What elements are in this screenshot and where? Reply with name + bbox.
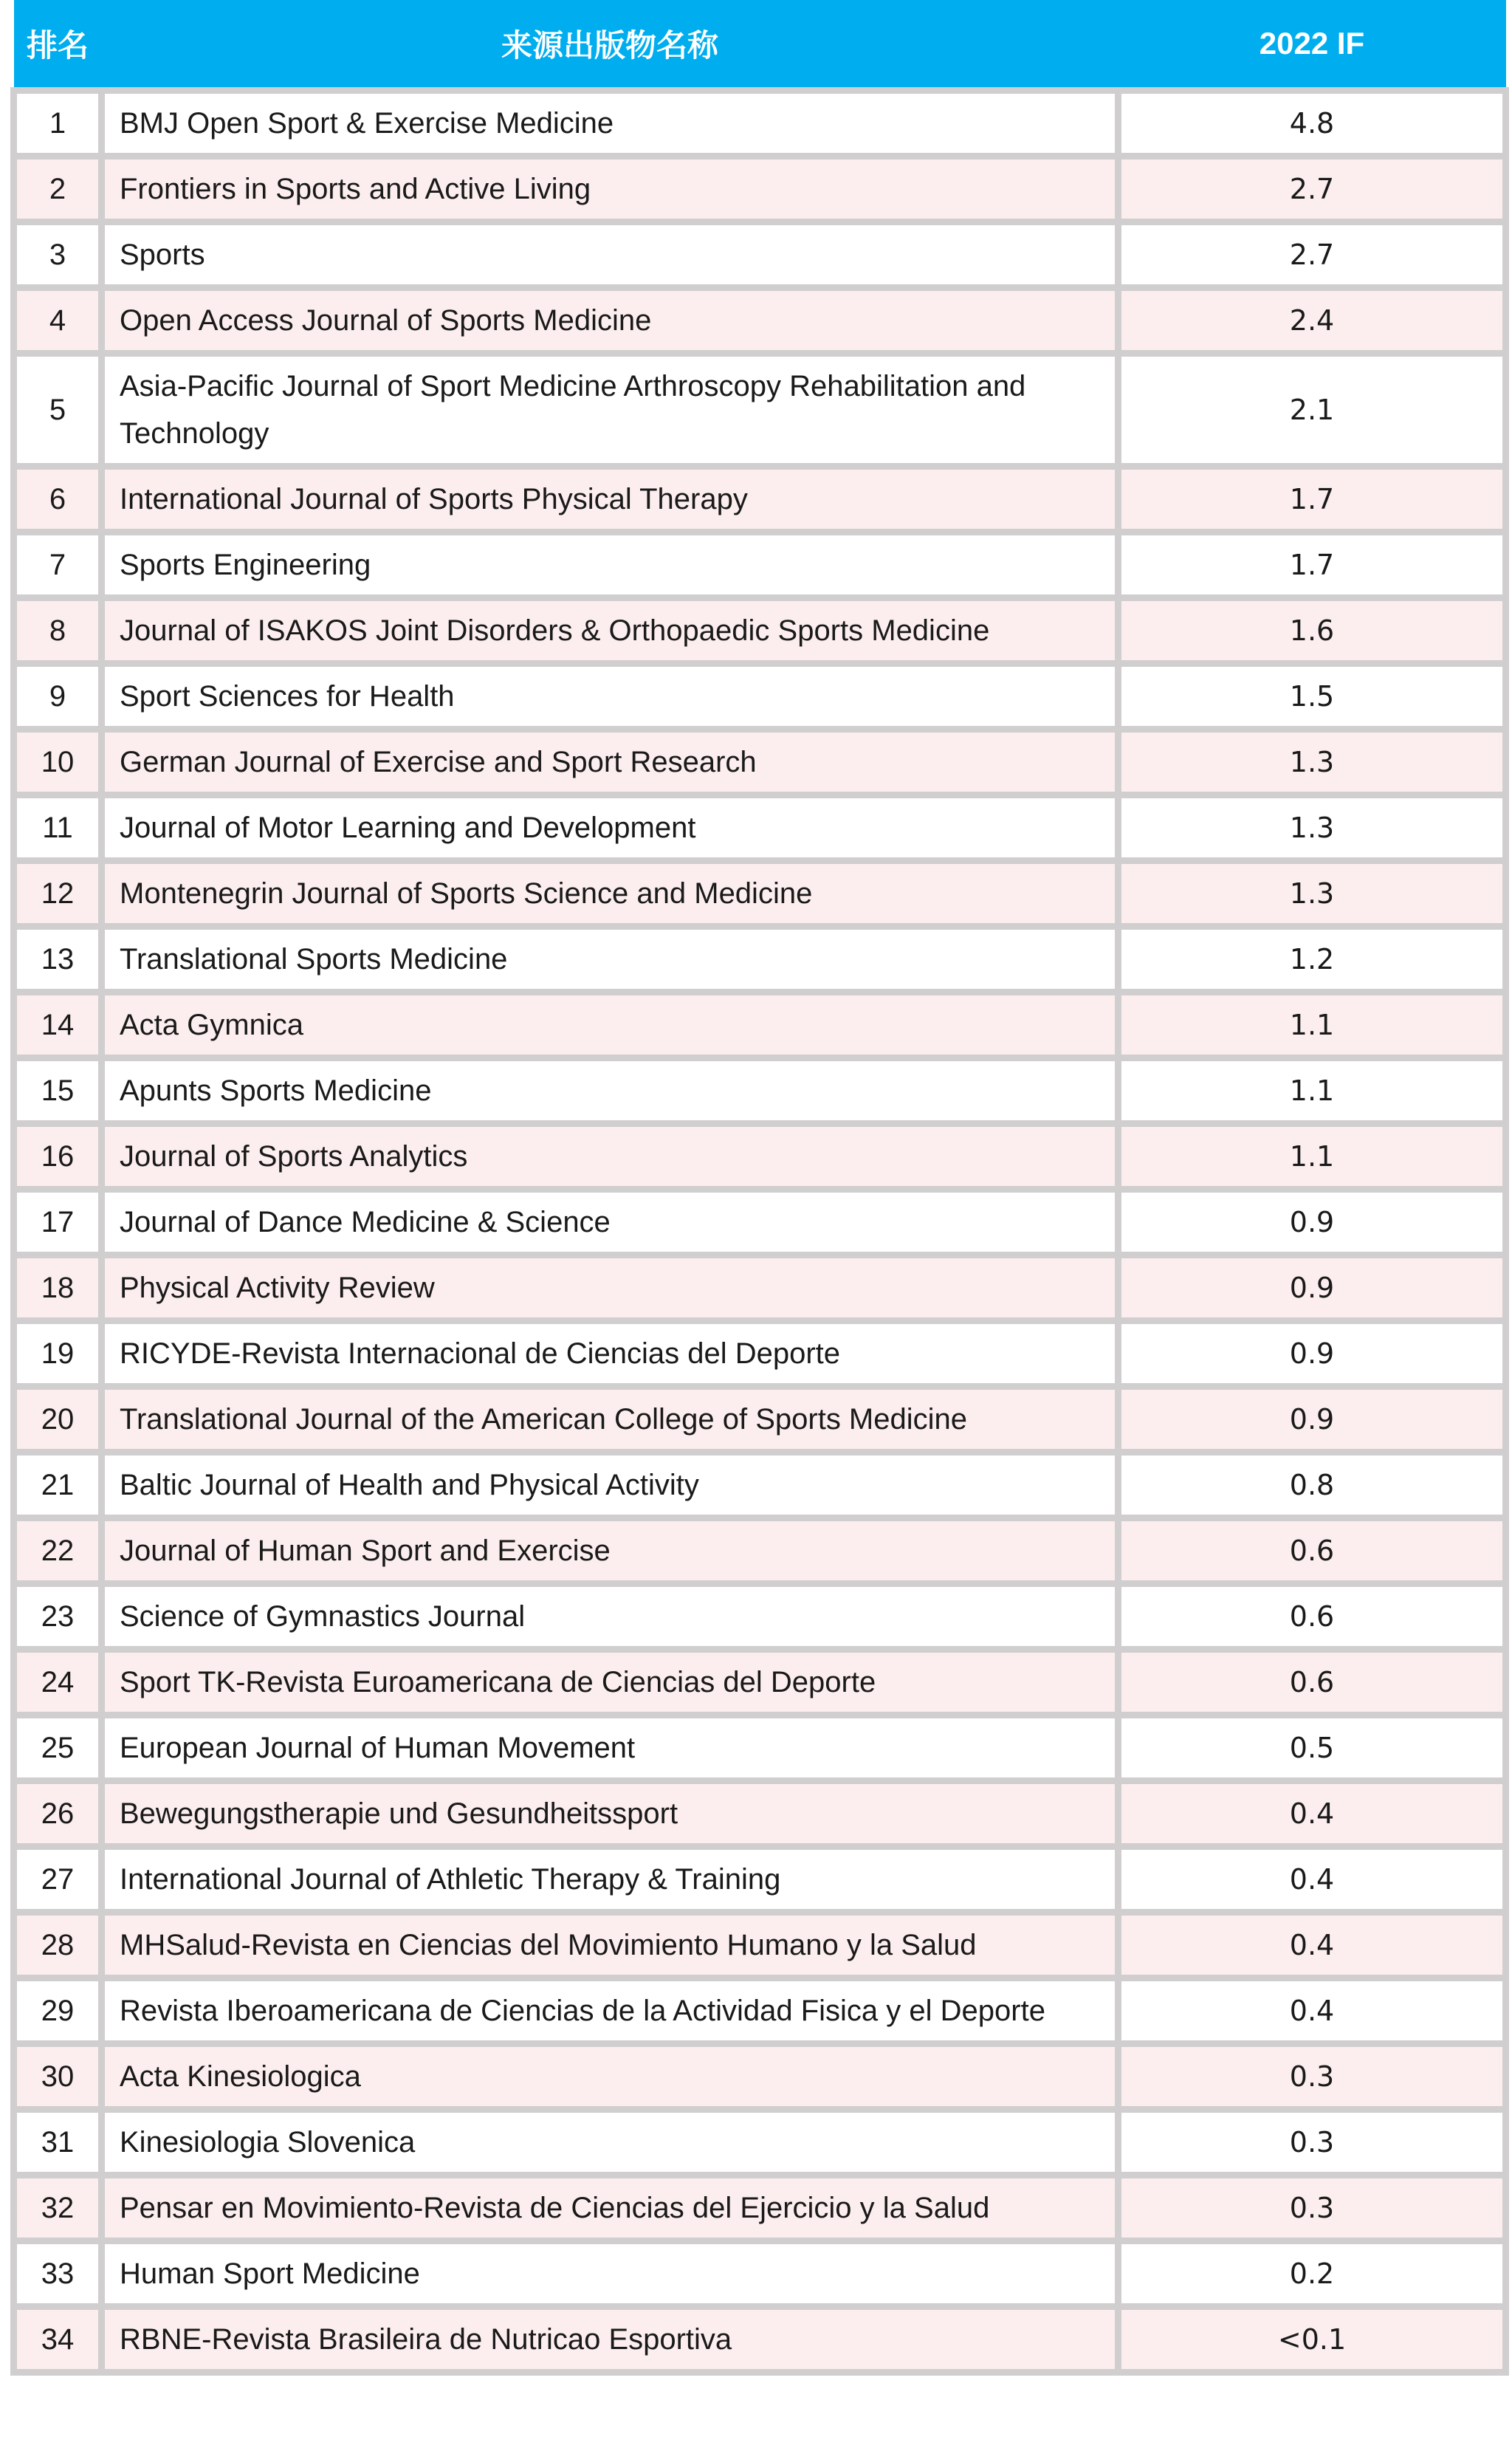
header-impact-factor: 2022 IF xyxy=(1118,0,1506,91)
journal-name-cell: RICYDE-Revista Internacional de Ciencias del Deporte xyxy=(102,1321,1118,1387)
rank-cell: 27 xyxy=(14,1847,102,1913)
impact-factor-cell: 0.9 xyxy=(1118,1190,1506,1255)
journal-if-table xyxy=(10,0,1509,2376)
table-body xyxy=(14,91,1506,2373)
table-row xyxy=(14,1847,1506,1913)
journal-name-cell: Sports xyxy=(102,222,1118,288)
table-row xyxy=(14,992,1506,1058)
journal-name-cell: International Journal of Athletic Therapy & Training xyxy=(102,1847,1118,1913)
table-row xyxy=(14,2044,1506,2110)
table-row xyxy=(14,91,1506,157)
journal-name-cell: German Journal of Exercise and Sport Research xyxy=(102,730,1118,795)
rank-cell: 22 xyxy=(14,1518,102,1584)
table-row xyxy=(14,2110,1506,2176)
table-row xyxy=(14,1190,1506,1255)
journal-name-cell: MHSalud-Revista en Ciencias del Movimiento Humano y la Salud xyxy=(102,1913,1118,1978)
impact-factor-cell: 1.5 xyxy=(1118,664,1506,730)
journal-name-cell: Translational Sports Medicine xyxy=(102,927,1118,992)
journal-name-cell: Baltic Journal of Health and Physical Activity xyxy=(102,1453,1118,1518)
table-row xyxy=(14,354,1506,467)
rank-cell: 10 xyxy=(14,730,102,795)
journal-name-cell: European Journal of Human Movement xyxy=(102,1715,1118,1781)
journal-name-cell: Sport TK-Revista Euroamericana de Ciencias del Deporte xyxy=(102,1650,1118,1715)
rank-cell: 3 xyxy=(14,222,102,288)
impact-factor-cell: 1.1 xyxy=(1118,992,1506,1058)
impact-factor-cell: 1.3 xyxy=(1118,861,1506,927)
table-row xyxy=(14,467,1506,532)
table-row xyxy=(14,1518,1506,1584)
journal-name-cell: Journal of Motor Learning and Development xyxy=(102,795,1118,861)
rank-cell: 28 xyxy=(14,1913,102,1978)
table-row xyxy=(14,730,1506,795)
impact-factor-cell: 1.6 xyxy=(1118,598,1506,664)
impact-factor-cell: 0.4 xyxy=(1118,1978,1506,2044)
rank-cell: 32 xyxy=(14,2176,102,2241)
impact-factor-cell: 0.8 xyxy=(1118,1453,1506,1518)
impact-factor-cell: 1.1 xyxy=(1118,1124,1506,1190)
table-row xyxy=(14,2176,1506,2241)
rank-cell: 18 xyxy=(14,1255,102,1321)
journal-name-cell: Journal of Sports Analytics xyxy=(102,1124,1118,1190)
rank-cell: 14 xyxy=(14,992,102,1058)
impact-factor-cell: 0.6 xyxy=(1118,1584,1506,1650)
journal-name-cell: Physical Activity Review xyxy=(102,1255,1118,1321)
rank-cell: 23 xyxy=(14,1584,102,1650)
rank-cell: 20 xyxy=(14,1387,102,1453)
journal-name-cell: Revista Iberoamericana de Ciencias de la Actividad Fisica y el Deporte xyxy=(102,1978,1118,2044)
journal-name-cell: Acta Kinesiologica xyxy=(102,2044,1118,2110)
journal-name-cell: Asia-Pacific Journal of Sport Medicine Arthroscopy Rehabilitation and Technology xyxy=(102,354,1118,467)
impact-factor-cell: 0.4 xyxy=(1118,1781,1506,1847)
table-row xyxy=(14,795,1506,861)
table-row xyxy=(14,1781,1506,1847)
impact-factor-cell: 1.2 xyxy=(1118,927,1506,992)
rank-cell: 13 xyxy=(14,927,102,992)
rank-cell: 7 xyxy=(14,532,102,598)
rank-cell: 26 xyxy=(14,1781,102,1847)
journal-name-cell: Journal of ISAKOS Joint Disorders & Orthopaedic Sports Medicine xyxy=(102,598,1118,664)
table-row xyxy=(14,861,1506,927)
impact-factor-cell: 0.9 xyxy=(1118,1387,1506,1453)
table-row xyxy=(14,598,1506,664)
rank-cell: 4 xyxy=(14,288,102,354)
journal-name-cell: Frontiers in Sports and Active Living xyxy=(102,157,1118,222)
impact-factor-cell: 1.7 xyxy=(1118,467,1506,532)
table-row xyxy=(14,1650,1506,1715)
impact-factor-cell: 2.7 xyxy=(1118,222,1506,288)
table-row xyxy=(14,1124,1506,1190)
impact-factor-cell: 2.1 xyxy=(1118,354,1506,467)
table-row xyxy=(14,1255,1506,1321)
rank-cell: 11 xyxy=(14,795,102,861)
journal-name-cell: RBNE-Revista Brasileira de Nutricao Esportiva xyxy=(102,2307,1118,2373)
impact-factor-cell: 0.9 xyxy=(1118,1321,1506,1387)
impact-factor-cell: 0.4 xyxy=(1118,1913,1506,1978)
rank-cell: 15 xyxy=(14,1058,102,1124)
table-row xyxy=(14,157,1506,222)
rank-cell: 6 xyxy=(14,467,102,532)
journal-name-cell: Montenegrin Journal of Sports Science and Medicine xyxy=(102,861,1118,927)
journal-name-cell: Apunts Sports Medicine xyxy=(102,1058,1118,1124)
impact-factor-cell: 1.1 xyxy=(1118,1058,1506,1124)
header-row xyxy=(14,0,1506,91)
rank-cell: 34 xyxy=(14,2307,102,2373)
rank-cell: 5 xyxy=(14,354,102,467)
impact-factor-cell: 1.7 xyxy=(1118,532,1506,598)
impact-factor-cell: 0.2 xyxy=(1118,2241,1506,2307)
journal-name-cell: BMJ Open Sport & Exercise Medicine xyxy=(102,91,1118,157)
journal-name-cell: Science of Gymnastics Journal xyxy=(102,1584,1118,1650)
impact-factor-cell: 0.4 xyxy=(1118,1847,1506,1913)
table-row xyxy=(14,1913,1506,1978)
header-journal-name: 来源出版物名称 xyxy=(102,0,1118,91)
table-row xyxy=(14,288,1506,354)
rank-cell: 12 xyxy=(14,861,102,927)
table-row xyxy=(14,1584,1506,1650)
impact-factor-cell: 1.3 xyxy=(1118,795,1506,861)
journal-name-cell: Acta Gymnica xyxy=(102,992,1118,1058)
impact-factor-cell: 0.3 xyxy=(1118,2110,1506,2176)
table-row xyxy=(14,1978,1506,2044)
rank-cell: 21 xyxy=(14,1453,102,1518)
table-row xyxy=(14,927,1506,992)
table-row xyxy=(14,222,1506,288)
rank-cell: 31 xyxy=(14,2110,102,2176)
impact-factor-cell: <0.1 xyxy=(1118,2307,1506,2373)
table-header xyxy=(14,0,1506,91)
table-row xyxy=(14,664,1506,730)
rank-cell: 9 xyxy=(14,664,102,730)
rank-cell: 30 xyxy=(14,2044,102,2110)
rank-cell: 8 xyxy=(14,598,102,664)
table-row xyxy=(14,1715,1506,1781)
impact-factor-cell: 0.5 xyxy=(1118,1715,1506,1781)
table-row xyxy=(14,1321,1506,1387)
impact-factor-cell: 4.8 xyxy=(1118,91,1506,157)
header-rank: 排名 xyxy=(14,0,102,91)
journal-name-cell: Human Sport Medicine xyxy=(102,2241,1118,2307)
impact-factor-cell: 0.9 xyxy=(1118,1255,1506,1321)
journal-name-cell: Journal of Human Sport and Exercise xyxy=(102,1518,1118,1584)
journal-name-cell: Open Access Journal of Sports Medicine xyxy=(102,288,1118,354)
impact-factor-cell: 0.3 xyxy=(1118,2044,1506,2110)
table-row xyxy=(14,1387,1506,1453)
rank-cell: 17 xyxy=(14,1190,102,1255)
journal-name-cell: Pensar en Movimiento-Revista de Ciencias del Ejercicio y la Salud xyxy=(102,2176,1118,2241)
rank-cell: 24 xyxy=(14,1650,102,1715)
table-row xyxy=(14,532,1506,598)
impact-factor-cell: 0.6 xyxy=(1118,1518,1506,1584)
impact-factor-cell: 1.3 xyxy=(1118,730,1506,795)
rank-cell: 1 xyxy=(14,91,102,157)
journal-name-cell: International Journal of Sports Physical Therapy xyxy=(102,467,1118,532)
rank-cell: 16 xyxy=(14,1124,102,1190)
rank-cell: 19 xyxy=(14,1321,102,1387)
table-row xyxy=(14,2307,1506,2373)
rank-cell: 33 xyxy=(14,2241,102,2307)
journal-name-cell: Bewegungstherapie und Gesundheitssport xyxy=(102,1781,1118,1847)
impact-factor-cell: 2.7 xyxy=(1118,157,1506,222)
impact-factor-cell: 0.6 xyxy=(1118,1650,1506,1715)
rank-cell: 25 xyxy=(14,1715,102,1781)
journal-name-cell: Sports Engineering xyxy=(102,532,1118,598)
table-row xyxy=(14,2241,1506,2307)
impact-factor-cell: 2.4 xyxy=(1118,288,1506,354)
journal-name-cell: Translational Journal of the American College of Sports Medicine xyxy=(102,1387,1118,1453)
table-row xyxy=(14,1453,1506,1518)
rank-cell: 29 xyxy=(14,1978,102,2044)
impact-factor-cell: 0.3 xyxy=(1118,2176,1506,2241)
journal-name-cell: Kinesiologia Slovenica xyxy=(102,2110,1118,2176)
rank-cell: 2 xyxy=(14,157,102,222)
journal-name-cell: Sport Sciences for Health xyxy=(102,664,1118,730)
journal-name-cell: Journal of Dance Medicine & Science xyxy=(102,1190,1118,1255)
table-row xyxy=(14,1058,1506,1124)
